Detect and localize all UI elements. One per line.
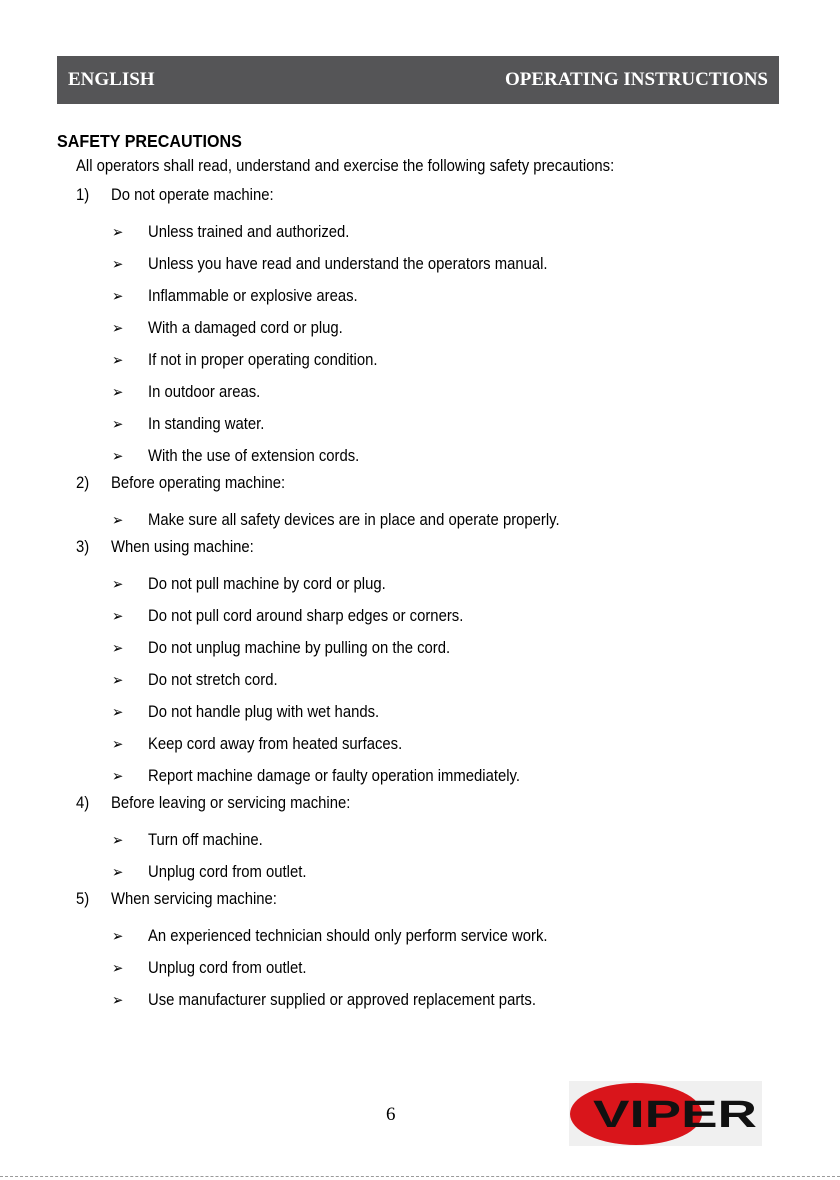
list-item-number: 2) <box>75 474 90 492</box>
arrow-bullet-icon: ➢ <box>111 512 124 529</box>
bullet-text: In standing water. <box>147 415 265 433</box>
logo-text: VIPER <box>593 1094 757 1136</box>
bullet-text: Keep cord away from heated surfaces. <box>147 735 403 753</box>
arrow-bullet-icon: ➢ <box>111 256 124 273</box>
arrow-bullet-icon: ➢ <box>111 768 124 785</box>
bullet-text: Do not unplug machine by pulling on the cord. <box>147 639 451 657</box>
list-item-text: Before operating machine: <box>110 474 286 492</box>
section-intro: All operators shall read, understand and exercise the following safety precautions: <box>76 157 615 175</box>
bullet-text: Do not pull machine by cord or plug. <box>147 575 386 593</box>
arrow-bullet-icon: ➢ <box>111 864 124 881</box>
page-number: 6 <box>386 1104 396 1125</box>
header-doc-type: OPERATING INSTRUCTIONS <box>504 69 768 90</box>
bullet-text: In outdoor areas. <box>147 383 261 401</box>
arrow-bullet-icon: ➢ <box>111 384 124 401</box>
arrow-bullet-icon: ➢ <box>111 320 124 337</box>
section-title: SAFETY PRECAUTIONS <box>57 131 242 151</box>
list-item-number: 4) <box>75 794 90 812</box>
list-item-text: When servicing machine: <box>110 890 277 908</box>
bullet-text: Use manufacturer supplied or approved replacement parts. <box>147 991 536 1009</box>
bullet-text: Make sure all safety devices are in place and operate properly. <box>147 511 560 529</box>
bottom-dashed-rule <box>0 1176 840 1177</box>
bullet-text: With the use of extension cords. <box>147 447 360 465</box>
bullet-text: Do not handle plug with wet hands. <box>147 703 380 721</box>
arrow-bullet-icon: ➢ <box>111 960 124 977</box>
arrow-bullet-icon: ➢ <box>111 704 124 721</box>
arrow-bullet-icon: ➢ <box>111 448 124 465</box>
bullet-text: With a damaged cord or plug. <box>147 319 343 337</box>
arrow-bullet-icon: ➢ <box>111 928 124 945</box>
bullet-text: If not in proper operating condition. <box>147 351 378 369</box>
arrow-bullet-icon: ➢ <box>111 608 124 625</box>
bullet-text: Do not pull cord around sharp edges or corners. <box>147 607 464 625</box>
bullet-text: Do not stretch cord. <box>147 671 278 689</box>
arrow-bullet-icon: ➢ <box>111 224 124 241</box>
bullet-text: An experienced technician should only perform service work. <box>147 927 548 945</box>
arrow-bullet-icon: ➢ <box>111 992 124 1009</box>
bullet-text: Unplug cord from outlet. <box>147 959 307 977</box>
list-item-text: When using machine: <box>110 538 254 556</box>
bullet-text: Inflammable or explosive areas. <box>147 287 358 305</box>
viper-logo <box>569 1081 762 1146</box>
list-item-number: 5) <box>75 890 90 908</box>
list-item-number: 1) <box>75 186 90 204</box>
bullet-text: Report machine damage or faulty operation immediately. <box>147 767 520 785</box>
bullet-text: Turn off machine. <box>147 831 263 849</box>
arrow-bullet-icon: ➢ <box>111 288 124 305</box>
arrow-bullet-icon: ➢ <box>111 736 124 753</box>
arrow-bullet-icon: ➢ <box>111 832 124 849</box>
arrow-bullet-icon: ➢ <box>111 352 124 369</box>
arrow-bullet-icon: ➢ <box>111 416 124 433</box>
arrow-bullet-icon: ➢ <box>111 576 124 593</box>
bullet-text: Unplug cord from outlet. <box>147 863 307 881</box>
list-item-number: 3) <box>75 538 90 556</box>
header-bar <box>57 56 779 104</box>
bullet-text: Unless trained and authorized. <box>147 223 350 241</box>
bullet-text: Unless you have read and understand the operators manual. <box>147 255 548 273</box>
header-language: ENGLISH <box>68 69 155 90</box>
arrow-bullet-icon: ➢ <box>111 640 124 657</box>
list-item-text: Do not operate machine: <box>110 186 274 204</box>
arrow-bullet-icon: ➢ <box>111 672 124 689</box>
list-item-text: Before leaving or servicing machine: <box>110 794 351 812</box>
